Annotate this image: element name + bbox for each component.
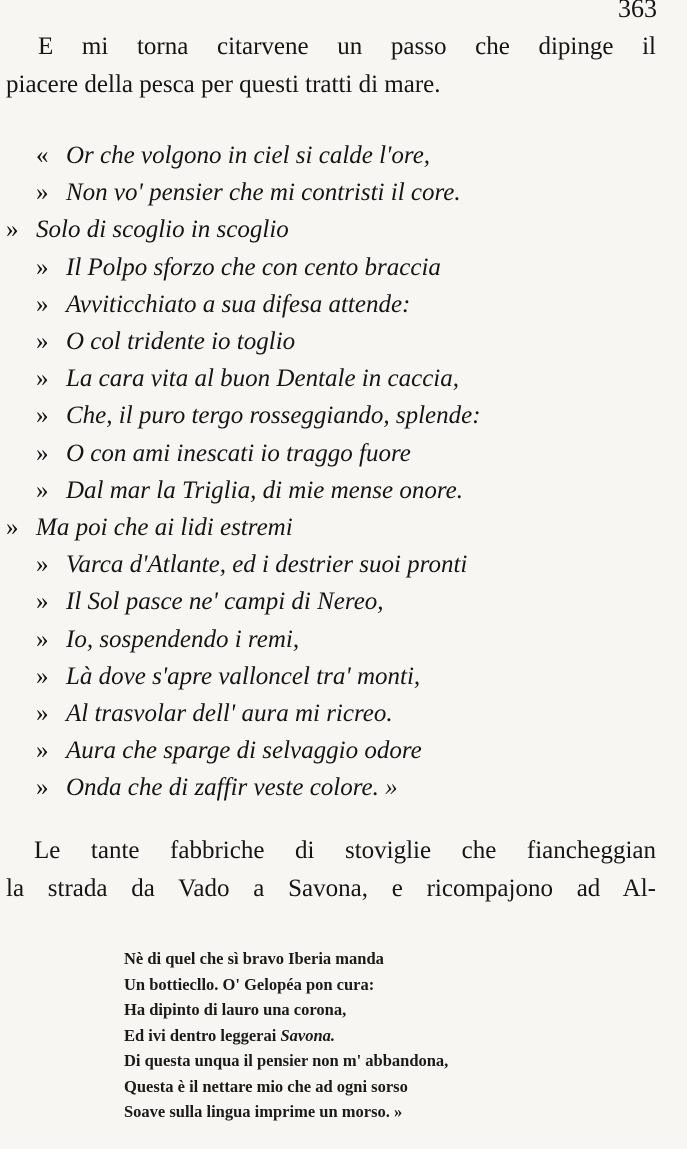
verse-text: Solo di scoglio in scoglio — [36, 216, 289, 244]
verse-line — [6, 732, 676, 769]
footnote-line: Di questa unqua il pensier non m' abbandona, — [124, 1051, 449, 1070]
verse-text: Avviticchiato a sua difesa attende: — [66, 290, 411, 318]
quote-mark: « — [36, 142, 49, 169]
verse-line — [6, 695, 676, 732]
quote-mark: » — [6, 216, 19, 244]
verse-text: Dal mar la Triglia, di mie mense onore. — [66, 476, 463, 504]
verse-text: Aura che sparge di selvaggio odore — [66, 737, 422, 765]
footnote-line: Questa è il nettare mio che ad ogni sorso — [124, 1076, 408, 1096]
verse-text: Or che volgono in ciel si calde l'ore, — [66, 142, 431, 169]
verse-text: Al trasvolar dell' aura mi ricreo. — [66, 700, 393, 728]
footnote-line: Un bottiecllo. O' Gelopéa pon cura: — [124, 974, 375, 994]
quote-mark: » — [36, 179, 49, 207]
intro-line-1: E mi torna citarvene un passo che dipinge il — [38, 33, 656, 60]
verse-line — [6, 174, 676, 211]
footnote-line: Nè di quel che sì bravo Iberia manda — [124, 949, 384, 968]
footnote-poem — [124, 946, 584, 1125]
verse-line — [6, 249, 676, 286]
footnote-line-text: Ed ivi dentro leggerai — [124, 1025, 277, 1045]
verse-line — [6, 397, 676, 434]
quote-mark: » — [36, 476, 49, 504]
verse-line — [6, 546, 676, 583]
verse-text: Che, il puro tergo rosseggiando, splende: — [66, 402, 481, 430]
verse-text: Il Polpo sforzo che con cento braccia — [66, 253, 441, 281]
footnote-line — [124, 1023, 584, 1049]
quote-mark: » — [36, 625, 49, 653]
verse-text: Il Sol pasce ne' campi di Nereo, — [66, 588, 384, 616]
verse-text: O col tridente io toglio — [66, 328, 296, 356]
quote-mark: » — [36, 402, 49, 430]
quote-mark: » — [36, 662, 49, 690]
quote-mark: » — [36, 700, 49, 728]
verse-line — [6, 323, 676, 360]
quote-mark: » — [36, 551, 49, 579]
verse-line — [6, 769, 676, 806]
verse-text: La cara vita al buon Dentale in caccia, — [66, 365, 459, 393]
intro-line-2: piacere della pesca per questi tratti di mare. — [6, 71, 441, 98]
quote-mark: » — [36, 737, 49, 765]
footnote-line: Ha dipinto di lauro una corona, — [124, 1000, 347, 1019]
quote-mark: » — [36, 290, 49, 318]
verse-line — [6, 472, 676, 509]
closing-paragraph — [6, 832, 656, 908]
verse-text: Onda che di zaffir veste colore. » — [66, 774, 398, 802]
verse-line — [6, 211, 676, 248]
quote-mark: » — [6, 514, 19, 542]
verse-line — [6, 509, 676, 546]
verse-line — [6, 583, 676, 620]
closing-line-1: Le tante fabbriche di stoviglie che fiancheggian — [34, 837, 656, 864]
verse-line — [6, 658, 676, 695]
quote-mark: » — [36, 774, 49, 802]
quote-mark: » — [36, 253, 49, 281]
verse-line — [6, 621, 676, 658]
closing-line-2: la strada da Vado a Savona, e ricompajono ad Al- — [6, 875, 656, 902]
intro-paragraph — [6, 28, 656, 104]
verse-text: Io, sospendendo i remi, — [66, 625, 300, 653]
verse-text: Ma poi che ai lidi estremi — [36, 514, 293, 542]
quote-mark: » — [36, 588, 49, 616]
quote-mark: » — [36, 328, 49, 356]
footnote-line: Soave sulla lingua imprime un morso. » — [124, 1102, 403, 1121]
footnote-italic-word: Savona. — [280, 1025, 335, 1045]
quote-mark: » — [36, 365, 49, 393]
verse-line — [6, 360, 676, 397]
quoted-poem — [6, 137, 676, 807]
verse-text: Là dove s'apre valloncel tra' monti, — [66, 662, 421, 690]
verse-text: Non vo' pensier che mi contristi il core. — [66, 179, 461, 207]
verse-line — [6, 435, 676, 472]
verse-text: O con ami inescati io traggo fuore — [66, 439, 411, 467]
page-number: 363 — [618, 0, 657, 23]
verse-line — [6, 137, 676, 174]
verse-line — [6, 286, 676, 323]
verse-text: Varca d'Atlante, ed i destrier suoi pronti — [66, 551, 468, 579]
quote-mark: » — [36, 439, 49, 467]
